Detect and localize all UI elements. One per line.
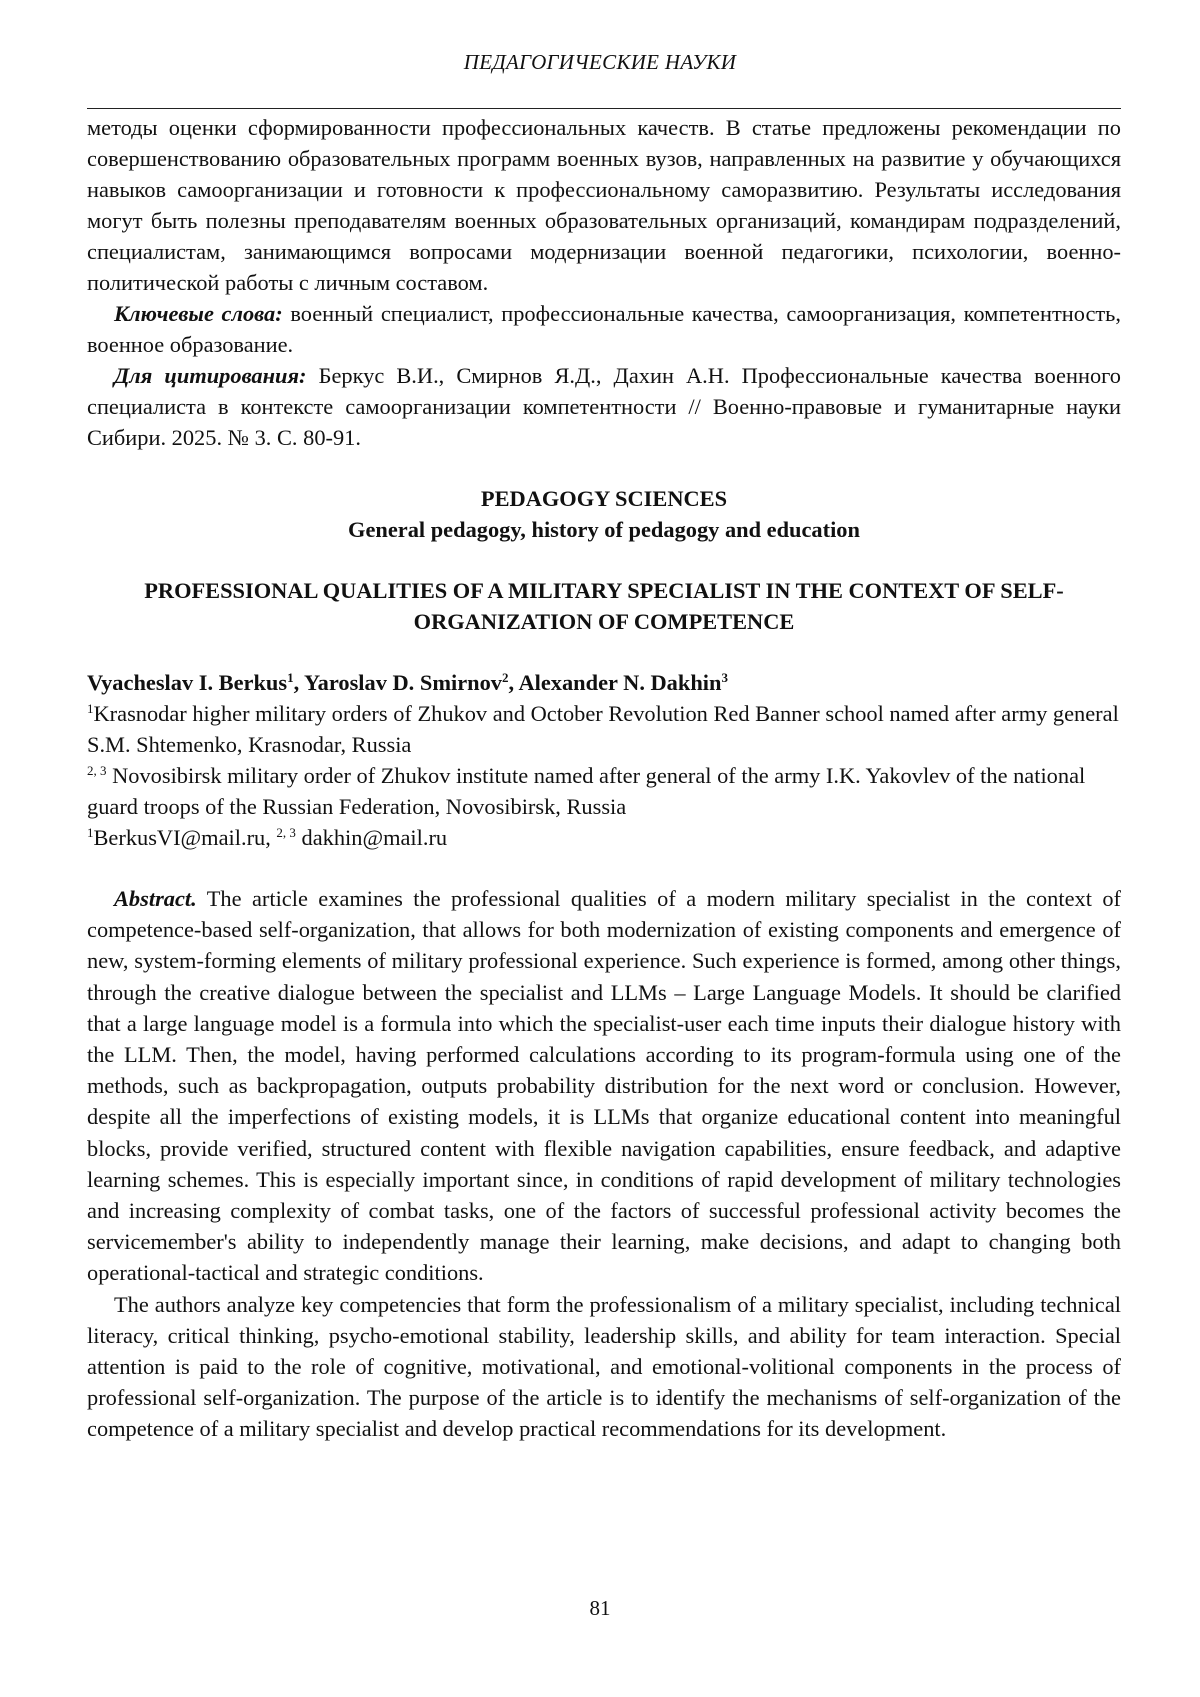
keywords-text: военный специалист, профессиональные качества, самоорганизация, компетентность, военное образование.: [87, 301, 1121, 357]
email-link[interactable]: BerkusVI@mail.ru,: [93, 825, 277, 850]
citation-label: Для цитирования:: [114, 363, 307, 388]
author-sup: 1: [287, 670, 294, 685]
author-name: Yaroslav D. Smirnov: [303, 670, 502, 695]
affiliation-text: Krasnodar higher military orders of Zhukov and October Revolution Red Banner school named after army general S.M. Shtemenko, Krasnodar, Russia: [87, 701, 1119, 757]
section-title: PEDAGOGY SCIENCES: [480, 486, 728, 511]
author-list: [87, 667, 1121, 698]
keywords-label: Ключевые слова:: [114, 301, 283, 326]
email-sup: 1: [87, 825, 94, 840]
article-title: PROFESSIONAL QUALITIES OF A MILITARY SPECIALIST IN THE CONTEXT OF SELF-ORGANIZATION OF COMPETENCE: [144, 578, 1064, 634]
running-header: ПЕДАГОГИЧЕСКИЕ НАУКИ: [463, 50, 737, 74]
abstract-paragraph: [87, 883, 1121, 1289]
author-emails: [87, 822, 1121, 853]
author-separator: ,: [293, 670, 304, 695]
page-content: [87, 112, 1121, 1445]
section-subtitle: General pedagogy, history of pedagogy and education: [348, 517, 860, 542]
affiliation-1: [87, 698, 1121, 760]
affiliation-text: Novosibirsk military order of Zhukov institute named after general of the army I.K. Yakovlev of the national guard troops of the Russian Federation, Novosibirsk, Russia: [87, 763, 1086, 819]
author-sup: 2: [501, 670, 509, 685]
page-number: 81: [589, 1596, 611, 1620]
affiliation-sup: 2, 3: [87, 763, 107, 778]
abstract: [87, 883, 1121, 1445]
russian-keywords: [87, 298, 1121, 360]
affiliation-sup: 1: [87, 701, 94, 716]
abstract-paragraph: The authors analyze key competencies that form the professionalism of a military specialist, including technical literacy, critical thinking, psycho-emotional stability, leadership skills, and ability for team interaction. Special attention is paid to the role of cognitive, motivational, and emotional-volitional components in the process of professional self-organization. The purpose of the article is to identify the mechanisms of self-organization of the competence of a military specialist and develop practical recommendations for its development.: [87, 1291, 1121, 1442]
russian-citation: [87, 360, 1121, 453]
author-separator: ,: [508, 670, 519, 695]
abstract-text: The article examines the professional qualities of a modern military specialist in the context of competence-based self-organization, that allows for both modernization of existing components and emergence of new, system-forming elements of military professional experience. Such experience is formed, among other things, through the creative dialogue between the specialist and LLMs – Large Language Models. It should be clarified that a large language model is a formula into which the specialist-user each time inputs their dialogue history with the LLM. Then, the model, having performed calculations according to its program-formula using one of the methods, such as backpropagation, outputs probability distribution for the next word or conclusion. However, despite all the imperfections of existing models, it is LLMs that organize educational content into meaningful blocks, provide verified, structured content with flexible navigation capabilities, ensure feedback, and adaptive learning schemes. This is especially important since, in conditions of rapid development of military technologies and increasing complexity of combat tasks, one of the factors of successful professional activity becomes the servicemember's ability to independently manage their learning, make decisions, and adapt to changing both operational-tactical and strategic conditions.: [87, 886, 1121, 1286]
author-name: Vyacheslav I. Berkus: [87, 670, 288, 695]
header-rule: [87, 108, 1121, 109]
abstract-label: Abstract.: [114, 886, 197, 911]
email-sup: 2, 3: [276, 825, 296, 840]
author-name: Alexander N. Dakhin: [518, 670, 722, 695]
author-sup: 3: [721, 670, 728, 685]
russian-abstract-continuation: методы оценки сформированности профессиональных качеств. В статье предложены рекомендации по совершенствованию образовательных программ военных вузов, направленных на развитие у обучающихся навыков самоорганизации и готовности к профессиональному саморазвитию. Результаты исследования могут быть полезны преподавателям военных образовательных организаций, командирам подразделений, специалистам, занимающимся вопросами модернизации военной педагогики, психологии, военно-политической работы с личным составом.: [87, 115, 1121, 295]
citation-text: Беркус В.И., Смирнов Я.Д., Дахин А.Н. Профессиональные качества военного специалиста в контексте самоорганизации компетентности // Военно-правовые и гуманитарные науки Сибири. 2025. № 3. С. 80-91.: [87, 363, 1121, 450]
affiliation-2: [87, 760, 1121, 822]
email-link[interactable]: dakhin@mail.ru: [295, 825, 448, 850]
